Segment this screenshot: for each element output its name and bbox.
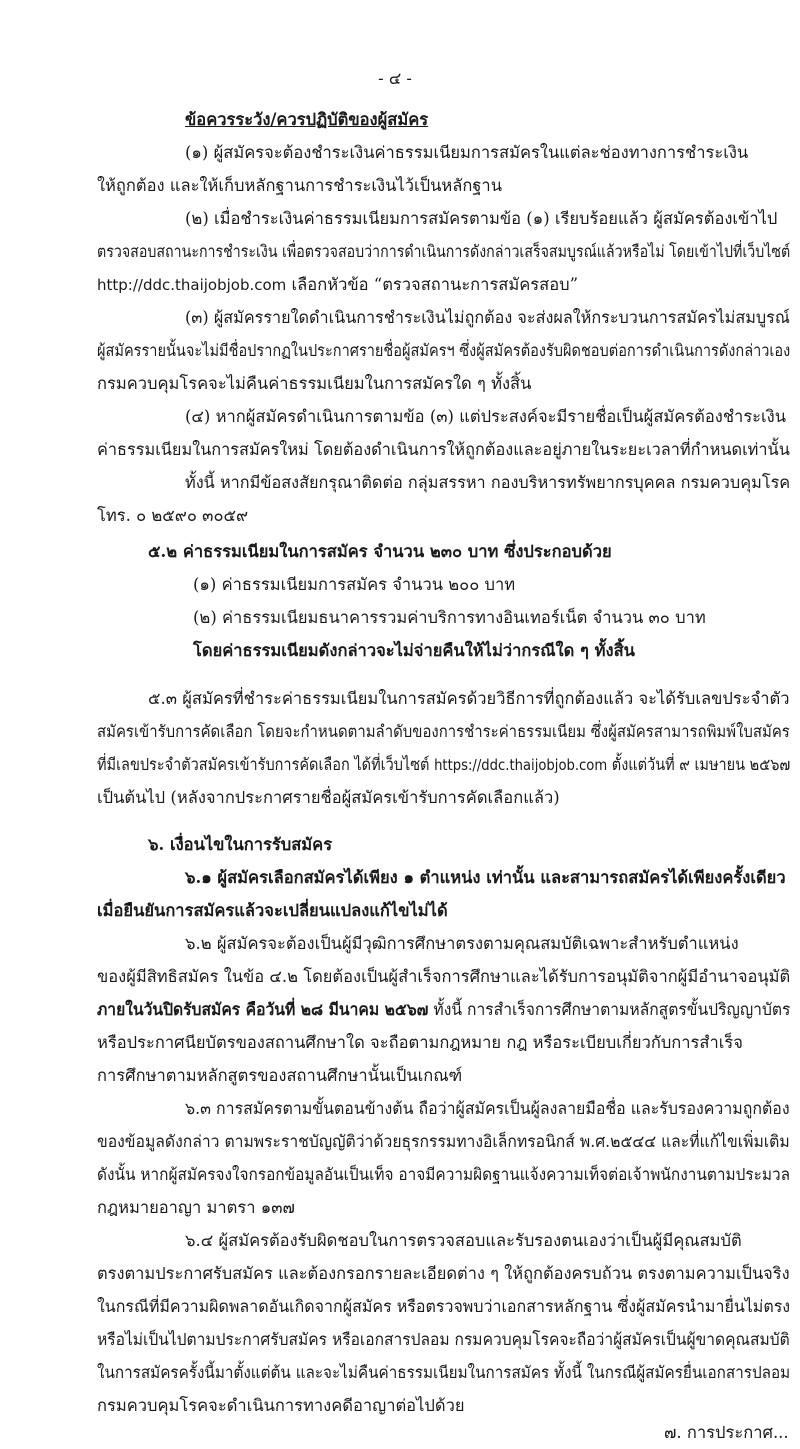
condition-6-3-line-3: ดังนั้น หากผู้สมัครจงใจกรอกข้อมูลอันเป็นเท็จ อาจมีความผิดฐานแจ้งความเท็จต่อเจ้าพนักงานตามประมวล <box>97 1165 791 1184</box>
condition-6-4-line-5: ในการสมัครครั้งนี้มาตั้งแต่ต้น และจะไม่คืนค่าธรรมเนียมในการสมัคร ทั้งนี้ ในกรณีผู้สมัครยื่นเอกสารปลอม <box>97 1363 791 1382</box>
condition-6-4-line-1: ๖.๔ ผู้สมัครต้องรับผิดชอบในการตรวจสอบและรับรองตนเองว่าเป็นผู้มีคุณสมบัติ <box>185 1231 742 1250</box>
fee-heading: ๕.๒ ค่าธรรมเนียมในการสมัคร จำนวน ๒๓๐ บาท ซึ่งประกอบด้วย <box>148 542 612 561</box>
caution-2-line-2: ตรวจสอบสถานะการชำระเงิน เพื่อตรวจสอบว่าการดำเนินการดังกล่าวเสร็จสมบูรณ์แล้วหรือไม่ โดยเข้าไปที่เว็บไซต์ <box>97 242 791 261</box>
caution-1-line-1: (๑) ผู้สมัครจะต้องชำระเงินค่าธรรมเนียมการสมัครในแต่ละช่องทางการชำระเงิน <box>185 143 749 162</box>
condition-6-4-line-4: หรือไม่เป็นไปตามประกาศรับสมัคร หรือเอกสารปลอม กรมควบคุมโรคจะถือว่าผู้สมัครเป็นผู้ขาดคุณสมบัติ <box>97 1330 790 1349</box>
caution-4-line-2: ค่าธรรมเนียมในการสมัครใหม่ โดยต้องดำเนินการให้ถูกต้องและอยู่ภายในระยะเวลาที่กำหนดเท่านั้น <box>97 440 790 459</box>
fee-note: โดยค่าธรรมเนียมดังกล่าวจะไม่จ่ายคืนให้ไม่ว่ากรณีใด ๆ ทั้งสิ้น <box>193 641 635 660</box>
fee-item-1: (๑) ค่าธรรมเนียมการสมัคร จำนวน ๒๐๐ บาท <box>193 575 516 594</box>
condition-6-3-line-1: ๖.๓ การสมัครตามขั้นตอนข้างต้น ถือว่าผู้สมัครเป็นผู้ลงลายมือชื่อ และรับรองความถูกต้อง <box>185 1099 790 1118</box>
caution-3-line-3: กรมควบคุมโรคจะไม่คืนค่าธรรมเนียมในการสมัครใด ๆ ทั้งสิ้น <box>97 374 532 393</box>
condition-6-4-line-2: ตรงตามประกาศรับสมัคร และต้องกรอกรายละเอียดต่าง ๆ ให้ถูกต้องครบถ้วน ตรงตามความเป็นจริง <box>97 1264 790 1283</box>
condition-6-2-line-1: ๖.๒ ผู้สมัครจะต้องเป็นผู้มีวุฒิการศึกษาตรงตามคุณสมบัติเฉพาะสำหรับตำแหน่ง <box>185 934 739 953</box>
condition-6-2-line-2: ของผู้มีสิทธิสมัคร ในข้อ ๔.๒ โดยต้องเป็นผู้สำเร็จการศึกษาและได้รับการอนุมัติจากผู้มีอำนาจอนุมัติ <box>97 967 791 986</box>
applicant-id-line-4: เป็นต้นไป (หลังจากประกาศรายชื่อผู้สมัครเข้ารับการคัดเลือกแล้ว) <box>97 788 560 807</box>
condition-6-2-line-5: การศึกษาตามหลักสูตรของสถานศึกษานั้นเป็นเกณฑ์ <box>97 1066 463 1085</box>
fee-item-2: (๒) ค่าธรรมเนียมธนาคารรวมค่าบริการทางอินเทอร์เน็ต จำนวน ๓๐ บาท <box>193 608 706 627</box>
caution-4-line-1: (๔) หากผู้สมัครดำเนินการตามข้อ (๓) แต่ประสงค์จะมีรายชื่อเป็นผู้สมัครต้องชำระเงิน <box>185 407 787 426</box>
application-print-url[interactable]: https://ddc.thaijobjob.com <box>434 756 608 774</box>
condition-6-2-line-4: หรือประกาศนียบัตรของสถานศึกษาใด จะถือตามกฎหมาย กฎ หรือระเบียบเกี่ยวกับการสำเร็จ <box>97 1033 743 1052</box>
condition-6-4-line-3: ในกรณีที่มีความผิดพลาดอันเกิดจากผู้สมัคร หรือตรวจพบว่าเอกสารหลักฐาน ซึ่งผู้สมัครนำมายื่นไม่ตรง <box>97 1297 791 1316</box>
closing-date-text: ภายในวันปิดรับสมัคร คือวันที่ ๒๘ มีนาคม ๒๕๖๗ <box>97 1000 429 1019</box>
caution-2-line-1: (๒) เมื่อชำระเงินค่าธรรมเนียมการสมัครตามข้อ (๑) เรียบร้อยแล้ว ผู้สมัครต้องเข้าไป <box>185 209 778 228</box>
condition-6-1-line-1: ๖.๑ ผู้สมัครเลือกสมัครได้เพียง ๑ ตำแหน่ง เท่านั้น และสามารถสมัครได้เพียงครั้งเดียว <box>185 868 786 887</box>
continuation-text: ๗. การประกาศ... <box>664 1423 789 1442</box>
condition-6-4-line-6: กรมควบคุมโรคจะดำเนินการทางคดีอาญาต่อไปด้วย <box>97 1396 465 1415</box>
conditions-heading: ๖. เงื่อนไขในการรับสมัคร <box>148 835 333 854</box>
applicant-id-line-1: ๕.๓ ผู้สมัครที่ชำระค่าธรรมเนียมในการสมัครด้วยวิธีการที่ถูกต้องแล้ว จะได้รับเลขประจำตัว <box>148 689 790 708</box>
contact-line-2: โทร. ๐ ๒๕๙๐ ๓๐๕๙ <box>97 506 249 525</box>
condition-6-3-line-2: ของข้อมูลดังกล่าว ตามพระราชบัญญัติว่าด้วยธุรกรรมทางอิเล็กทรอนิกส์ พ.ศ.๒๕๔๔ และที่แก้ไขเพิ่มเติม <box>97 1132 790 1151</box>
cautions-heading: ข้อควรระวัง/ควรปฏิบัติของผู้สมัคร <box>185 110 429 129</box>
caution-3-line-1: (๓) ผู้สมัครรายใดดำเนินการชำระเงินไม่ถูกต้อง จะส่งผลให้กระบวนการสมัครไม่สมบูรณ์ <box>185 308 790 327</box>
caution-2-line-3-rest: เลือกหัวข้อ “ตรวจสถานะการสมัครสอบ” <box>291 275 579 294</box>
caution-3-line-2: ผู้สมัครรายนั้นจะไม่มีชื่อปรากฏในประกาศรายชื่อผู้สมัครฯ ซึ่งผู้สมัครต้องรับผิดชอบต่อการดำเนินการดังกล่าวเอง <box>97 341 791 360</box>
condition-6-3-line-4: กฎหมายอาญา มาตรา ๑๓๗ <box>97 1198 295 1217</box>
caution-1-line-2: ให้ถูกต้อง และให้เก็บหลักฐานการชำระเงินไว้เป็นหลักฐาน <box>97 176 502 195</box>
caution-2-line-3 <box>97 268 578 302</box>
condition-6-1-line-2: เมื่อยืนยันการสมัครแล้วจะเปลี่ยนแปลงแก้ไขไม่ได้ <box>97 901 448 920</box>
status-check-url[interactable]: http://ddc.thaijobjob.com <box>97 276 287 294</box>
applicant-id-line-3-post: ตั้งแต่วันที่ ๙ เมษายน ๒๕๖๗ <box>611 755 791 774</box>
page-number: - ๔ - <box>378 69 412 88</box>
applicant-id-line-3-pre: ที่มีเลขประจำตัวสมัครเข้ารับการคัดเลือก ได้ที่เว็บไซต์ <box>97 755 430 774</box>
condition-6-2-line-3 <box>97 993 790 1026</box>
applicant-id-line-3 <box>97 748 790 782</box>
contact-line-1: ทั้งนี้ หากมีข้อสงสัยกรุณาติดต่อ กลุ่มสรรหา กองบริหารทรัพยากรบุคคล กรมควบคุมโรค <box>185 473 791 492</box>
applicant-id-line-2: สมัครเข้ารับการคัดเลือก โดยจะกำหนดตามลำดับของการชำระค่าธรรมเนียม ซึ่งผู้สมัครสามารถพิมพ์ใบสมัคร <box>97 722 790 741</box>
condition-6-2-line-3-rest: ทั้งนี้ การสำเร็จการศึกษาตามหลักสูตรขั้นปริญญาบัตร <box>433 1000 791 1019</box>
